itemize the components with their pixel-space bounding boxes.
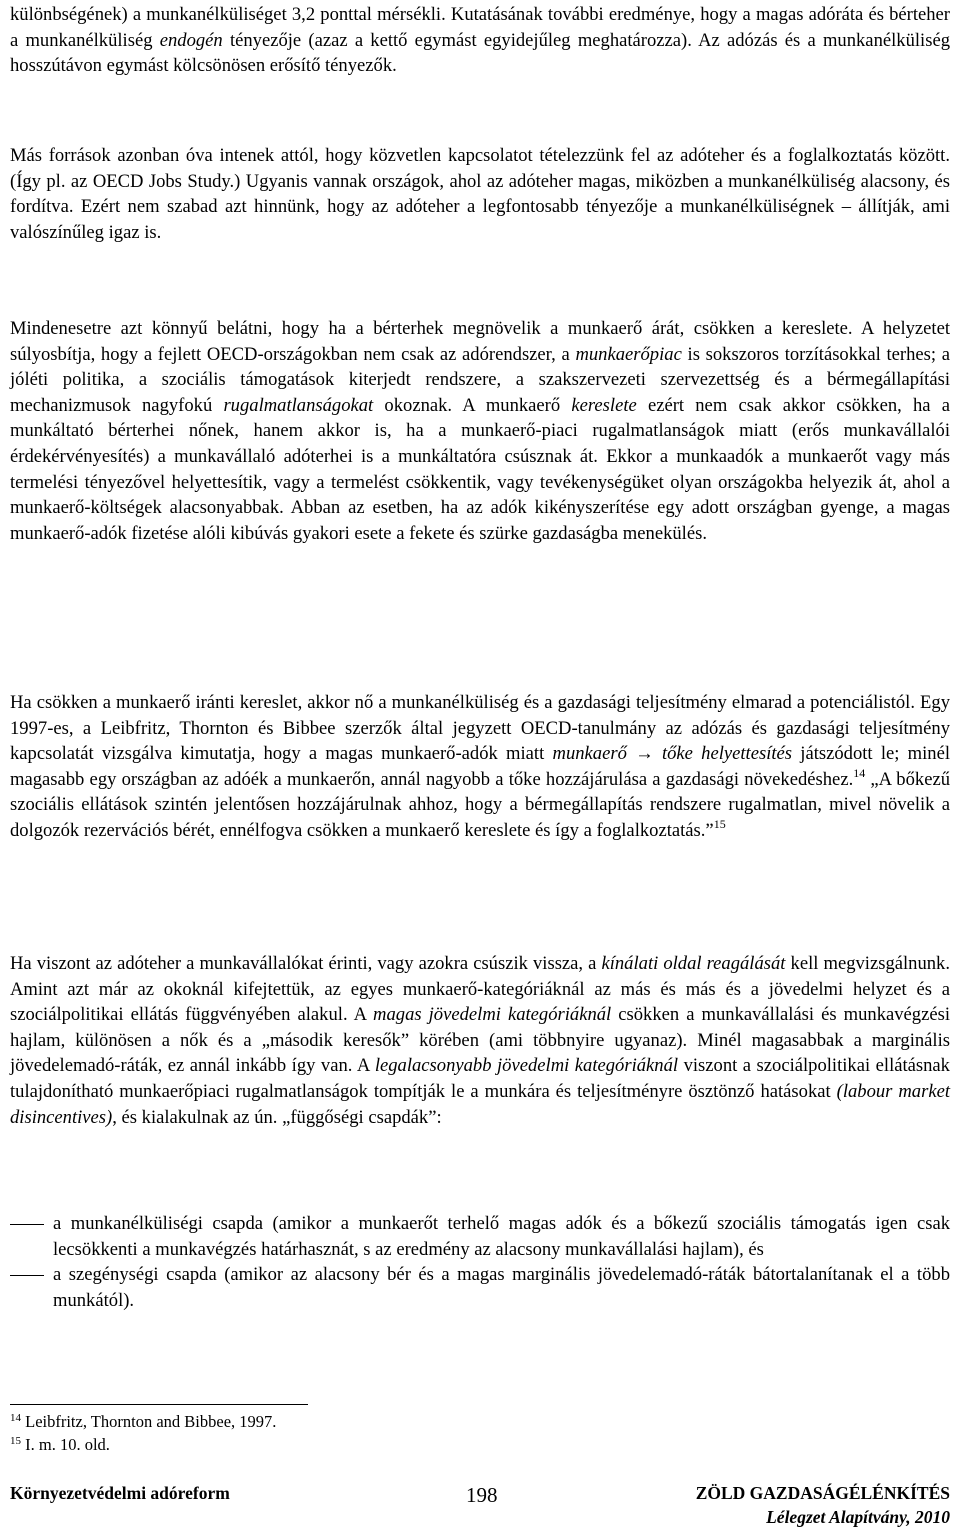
text-run: okoznak. A munkaerő — [373, 394, 572, 416]
text-run: viszont a szociálpolitikai ellátásnak tulajdonítható munkaerőpiaci rugalmatlanságok tompítják le a munkára és teljesítményre ösztönző hatásokat — [10, 1055, 950, 1102]
italic-term: kínálati oldal reagálását — [601, 953, 786, 974]
paragraph-3 — [10, 316, 950, 546]
footnote-ref-14[interactable]: 14 — [853, 765, 866, 780]
paragraph-5 — [10, 951, 950, 1130]
footer-title: Környezetvédelmi adóreform — [10, 1483, 230, 1503]
footnote-divider — [10, 1404, 308, 1405]
text-run: „A bőkezű szociális ellátások szintén jelentősen hozzájárulnak ahhoz, hogy a bérmegállapítás rendszere rugalmatlan, mivel növelik a dolgozók rezervációs bérét, ennélfogva csökken a munkaerő kereslete és így a foglalkoztatás.” — [10, 768, 950, 841]
footer-series: ZÖLD GAZDASÁGÉLÉNKÍTÉS — [695, 1483, 950, 1503]
italic-term: rugalmatlanságokat — [223, 394, 374, 416]
text-run: Mindenesetre azt könnyű belátni, hogy ha a bérterhek megnövelik a munkaerő árát, csökken a kereslete. A helyzetet súlyosbítja, hogy a fejlett OECD-országokban nem csak az adórendszer, a — [10, 318, 950, 365]
text-run: ezért nem csak akkor csökken, ha a munkáltató bérterhei nőnek, hanem akkor is, ha a munkaerő-piaci rugalmatlanságok miatt (erős munkavállalói érdekérvényesítés) a munkavállaló adóterhei is a munkáltatóra csúsznak át. Ekkor a munkaadók a munkaerőt vagy más termelési tényezővel helyettesítik, vagy a termelést csökkentik, vagy tevékenységüket olyan országokba helyezik át, ahol a munkaerő-költségek alacsonyabbak. Abban az esetben, ha az adók kikényszerítése egy adott országban gyenge, a magas munkaerő-adók fizetése alóli kibúvás gyakori esete a fekete és szürke gazdaságba menekülés. — [10, 394, 950, 544]
italic-term: munkaerő → tőke helyettesítés — [552, 743, 793, 765]
page-number: 198 — [466, 1483, 498, 1507]
footnote-14 — [10, 1412, 276, 1432]
text-run: Ha viszont az adóteher a munkavállalókat érinti, vagy azokra csúszik vissza, a — [10, 953, 602, 974]
list-item-text: a munkanélküliségi csapda (amikor a munkaerőt terhelő magas adók és a bőkezű szociális támogatás igen csak lecsökkenti a munkavégzés határhasznát, s az eredmény az alacsony munkavállalási hajlam), és — [53, 1213, 950, 1260]
text-run: kell megvizsgálnunk. Amint azt már az okoknál kifejtettük, az egyes munkaerő-kategóriáknál az más és más és a jövedelmi helyzet és a szociálpolitikai ellátás függvényében alakul. A — [10, 953, 951, 1026]
text-run: is sokszoros torzításokkal terhes; a jóléti politika, a szociális támogatások kiterjedt rendszere, a szakszervezeti szervezettség és a bérmegállapítási mechanizmusok nagyfokú — [10, 343, 950, 416]
footer-publisher: Lélegzet Alapítvány, 2010 — [766, 1507, 950, 1527]
paragraph-2: Más források azonban óva intenek attól, hogy közvetlen kapcsolatot tételezzünk fel az adóteher és a foglalkoztatás között. (Így pl. az OECD Jobs Study.) Ugyanis vannak országok, ahol az adóteher magas, miközben a munkanélküliség alacsony, és fordítva. Ezért nem szabad azt hinnünk, hogy az adóteher a legfontosabb tényezője a munkanélküliségnek – állítják, ami valószínűleg igaz is. — [10, 145, 950, 243]
text-run: Ha csökken a munkaerő iránti kereslet, akkor nő a munkanélküliség és a gazdasági teljesítmény elmarad a potenciálistól. Egy 1997-es, a Leibfritz, Thornton és Bibbee szerzők által jegyzett OECD-tanulmány az adózás és gazdasági teljesítmény kapcsolatát vizsgálva kimutatja, hogy a magas munkaerő-adók miatt — [10, 692, 950, 765]
list-item-text: a szegénységi csapda (amikor az alacsony bér és a magas marginális jövedelemadó-ráták bátortalanítanak el a több munkától). — [53, 1264, 950, 1311]
list-item — [10, 1211, 950, 1262]
footnote-15 — [10, 1435, 110, 1455]
paragraph-4 — [10, 690, 950, 844]
italic-term: magas jövedelmi kategóriáknál — [373, 1004, 612, 1026]
trap-list — [10, 1211, 950, 1313]
text-run: , és kialakulnak az ún. „függőségi csapdák”: — [112, 1106, 442, 1128]
paragraph-1 — [10, 2, 950, 79]
italic-term: munkaerőpiac — [575, 343, 682, 365]
italic-term: (labour market disincentives) — [10, 1080, 950, 1128]
footnote-number: 15 — [10, 1435, 21, 1447]
text-run: játszódott le; minél magasabb egy országban az adóék a munkaerőn, annál nagyobb a tőke hozzájárulása a gazdasági növekedéshez. — [10, 743, 950, 790]
text-run: különbségének) a munkanélküliséget 3,2 ponttal mérsékli. Kutatásának további eredménye, hogy a magas adóráta és bérteher a munkanélküliség — [10, 4, 950, 51]
footnote-ref-15[interactable]: 15 — [713, 816, 726, 831]
footnote-text: Leibfritz, Thornton and Bibbee, 1997. — [21, 1412, 277, 1431]
text-run: csökken a munkavállalási és munkavégzési hajlam, különösen a nők és a „második keresők” körében (ami többnyire ugyanaz). Minél magasabbak a marginális jövedelemadó-ráták, ez annál inkább így van. A — [10, 1004, 950, 1077]
footnote-text: I. m. 10. old. — [21, 1435, 110, 1454]
italic-term: kereslete — [571, 394, 637, 416]
list-item — [10, 1262, 950, 1313]
italic-term: endogén — [159, 29, 223, 51]
text-run: tényezője (azaz a kettő egymást egyidejűleg meghatározza). Az adózás és a munkanélküliség hosszútávon egymást kölcsönösen erősítő tényezők. — [10, 29, 950, 77]
footnote-number: 14 — [10, 1412, 21, 1424]
italic-term: legalacsonyabb jövedelmi kategóriáknál — [374, 1055, 679, 1077]
